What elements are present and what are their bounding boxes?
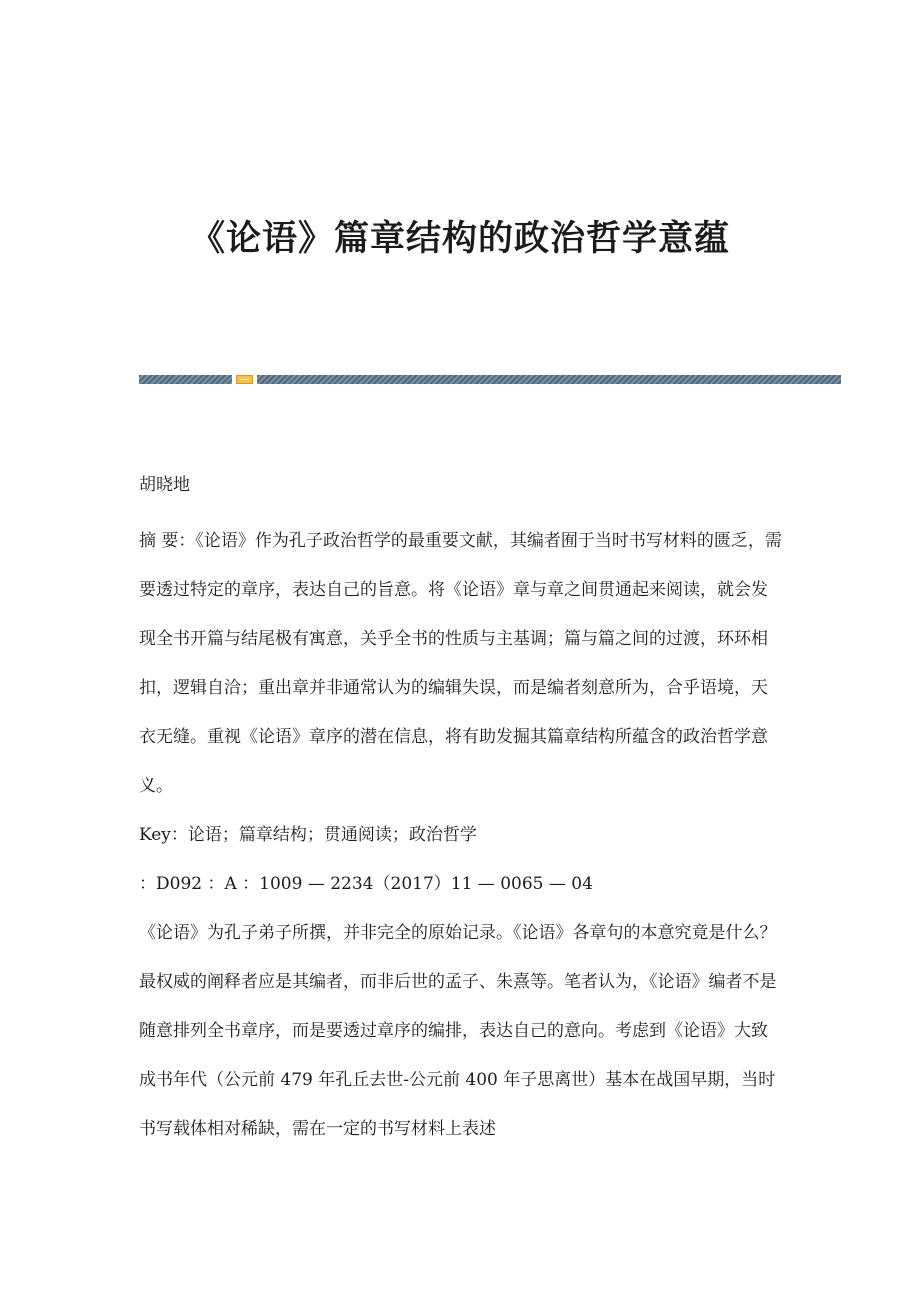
classification-line: ：D092 ：A ：1009 — 2234（2017）11 — 0065 — 04 [139,874,593,894]
divider-right-segment [257,375,841,384]
keywords-line [139,811,784,860]
page-title: 《论语》篇章结构的政治哲学意蕴 [189,219,730,259]
keywords-text: 论语；篇章结构；贯通阅读；政治哲学 [187,825,477,845]
article-content [139,468,784,1154]
abstract-text: 《论语》作为孔子政治哲学的最重要文献，其编者囿于当时书写材料的匮乏，需要透过特定的章序，表达自己的旨意。将《论语》章与章之间贯通起来阅读，就会发现全书开篇与结尾极有寓意，关乎全书的性质与主基调；篇与篇之间的过渡，环环相扣，逻辑自洽；重出章并非通常认为的编辑失误，而是编者刻意所为，合乎语境，天衣无缝。重视《论语》章序的潜在信息，将有助发掘其篇章结构所蕴含的政治哲学意义。 [139,531,782,796]
keywords-label: Key： [139,825,188,845]
divider-ornament-icon [236,375,253,384]
abstract-label: 摘 要： [139,531,196,551]
title-divider [139,375,841,384]
body-paragraph: 《论语》为孔子弟子所撰，并非完全的原始记录。《论语》各章句的本意究竟是什么？最权威的阐释者应是其编者，而非后世的孟子、朱熹等。笔者认为，《论语》编者不是随意排列全书章序，而是要透过章序的编排，表达自己的意向。考虑到《论语》大致成书年代（公元前 479 年孔丘去世-公元前 400 年子思离世）基本在战国早期，当时书写载体相对稀缺，需在一定的书写材料上表述 [139,923,777,1139]
author-name: 胡晓地 [139,475,190,495]
divider-left-segment [139,375,232,384]
abstract-paragraph [139,517,784,811]
